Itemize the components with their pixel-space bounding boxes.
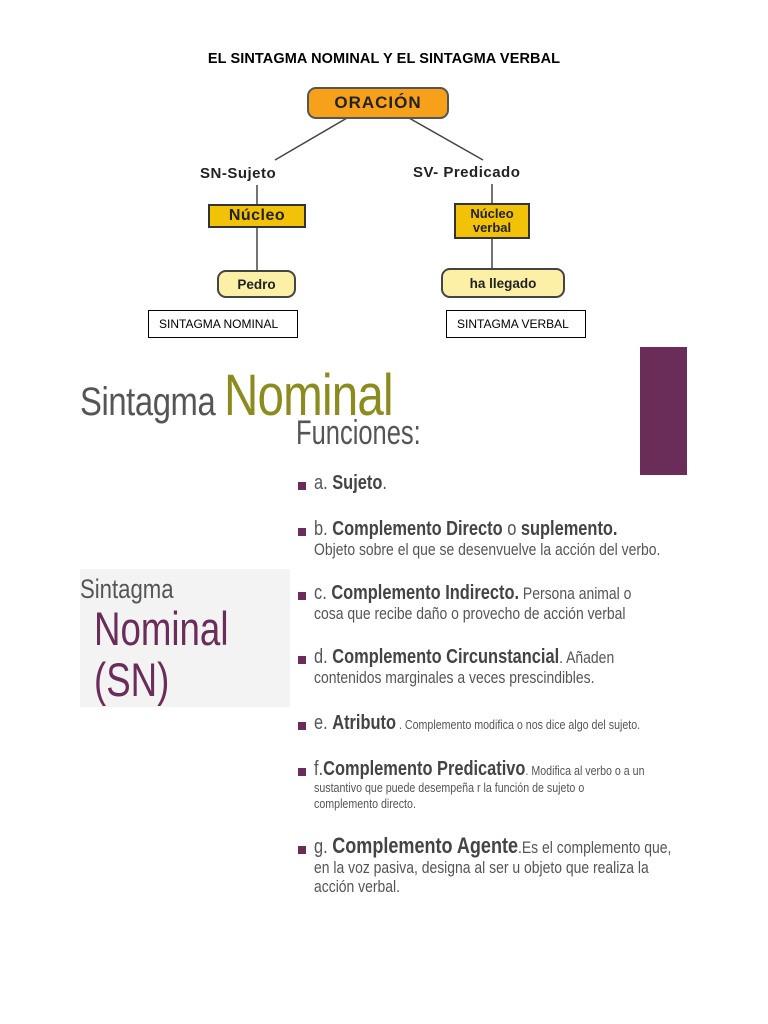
bullet-icon xyxy=(298,846,306,854)
bullet-icon xyxy=(298,768,306,776)
nucleo-verbal-line1: Núcleo xyxy=(470,206,514,221)
function-item-b: b. Complemento Directo o suplemento. Objeto sobre el que se desenvuelve la acción del verbo. xyxy=(314,518,661,559)
panel-line2: Nominal xyxy=(94,602,229,655)
bullet-icon xyxy=(298,656,306,664)
function-item-c: c. Complemento Indirecto. Persona animal o cosa que recibe daño o provecho de acción verbal xyxy=(314,582,632,623)
slide-title-part1: Sintagma xyxy=(80,380,224,424)
sentence-tree-diagram xyxy=(197,82,575,304)
funciones-heading: Funciones: xyxy=(296,414,421,452)
pedro-node: Pedro xyxy=(217,270,296,298)
bullet-icon xyxy=(298,722,306,730)
sv-predicado-label: SV- Predicado xyxy=(413,164,521,181)
ha-llegado-node: ha llegado xyxy=(441,268,565,298)
function-item-f: f.Complemento Predicativo. Modifica al verbo o a un sustantivo que puede desempeña r la función de sujeto o complemento directo. xyxy=(314,758,645,811)
sintagma-nominal-slide xyxy=(80,346,688,906)
bullet-icon xyxy=(298,482,306,490)
function-item-a: a. Sujeto. xyxy=(314,472,387,494)
panel-line3: (SN) xyxy=(94,653,170,706)
slide-title-part2: Nominal xyxy=(223,363,393,428)
sintagma-verbal-label-box: SINTAGMA VERBAL xyxy=(446,310,586,338)
nucleo-sn-node: Núcleo xyxy=(208,204,306,228)
accent-bar xyxy=(640,347,687,475)
bullet-icon xyxy=(298,528,306,536)
oracion-node: ORACIÓN xyxy=(307,87,449,119)
document-title: EL SINTAGMA NOMINAL Y EL SINTAGMA VERBAL xyxy=(207,51,561,67)
nucleo-verbal-node xyxy=(454,203,530,239)
function-item-d: d. Complemento Circunstancial. Añaden contenidos marginales a veces prescindibles. xyxy=(314,646,615,687)
bullet-icon xyxy=(298,592,306,600)
sn-sujeto-label: SN-Sujeto xyxy=(200,165,277,182)
function-item-e: e. Atributo . Complemento modifica o nos dice algo del sujeto. xyxy=(314,712,641,734)
panel-line1: Sintagma xyxy=(80,574,174,604)
function-item-g: g. Complemento Agente.Es el complemento que, en la voz pasiva, designa al ser u objeto que realiza la acción verbal. xyxy=(314,833,672,896)
sn-side-panel xyxy=(80,569,290,707)
sintagma-nominal-label-box: SINTAGMA NOMINAL xyxy=(148,310,298,338)
nucleo-verbal-line2: verbal xyxy=(472,220,512,235)
